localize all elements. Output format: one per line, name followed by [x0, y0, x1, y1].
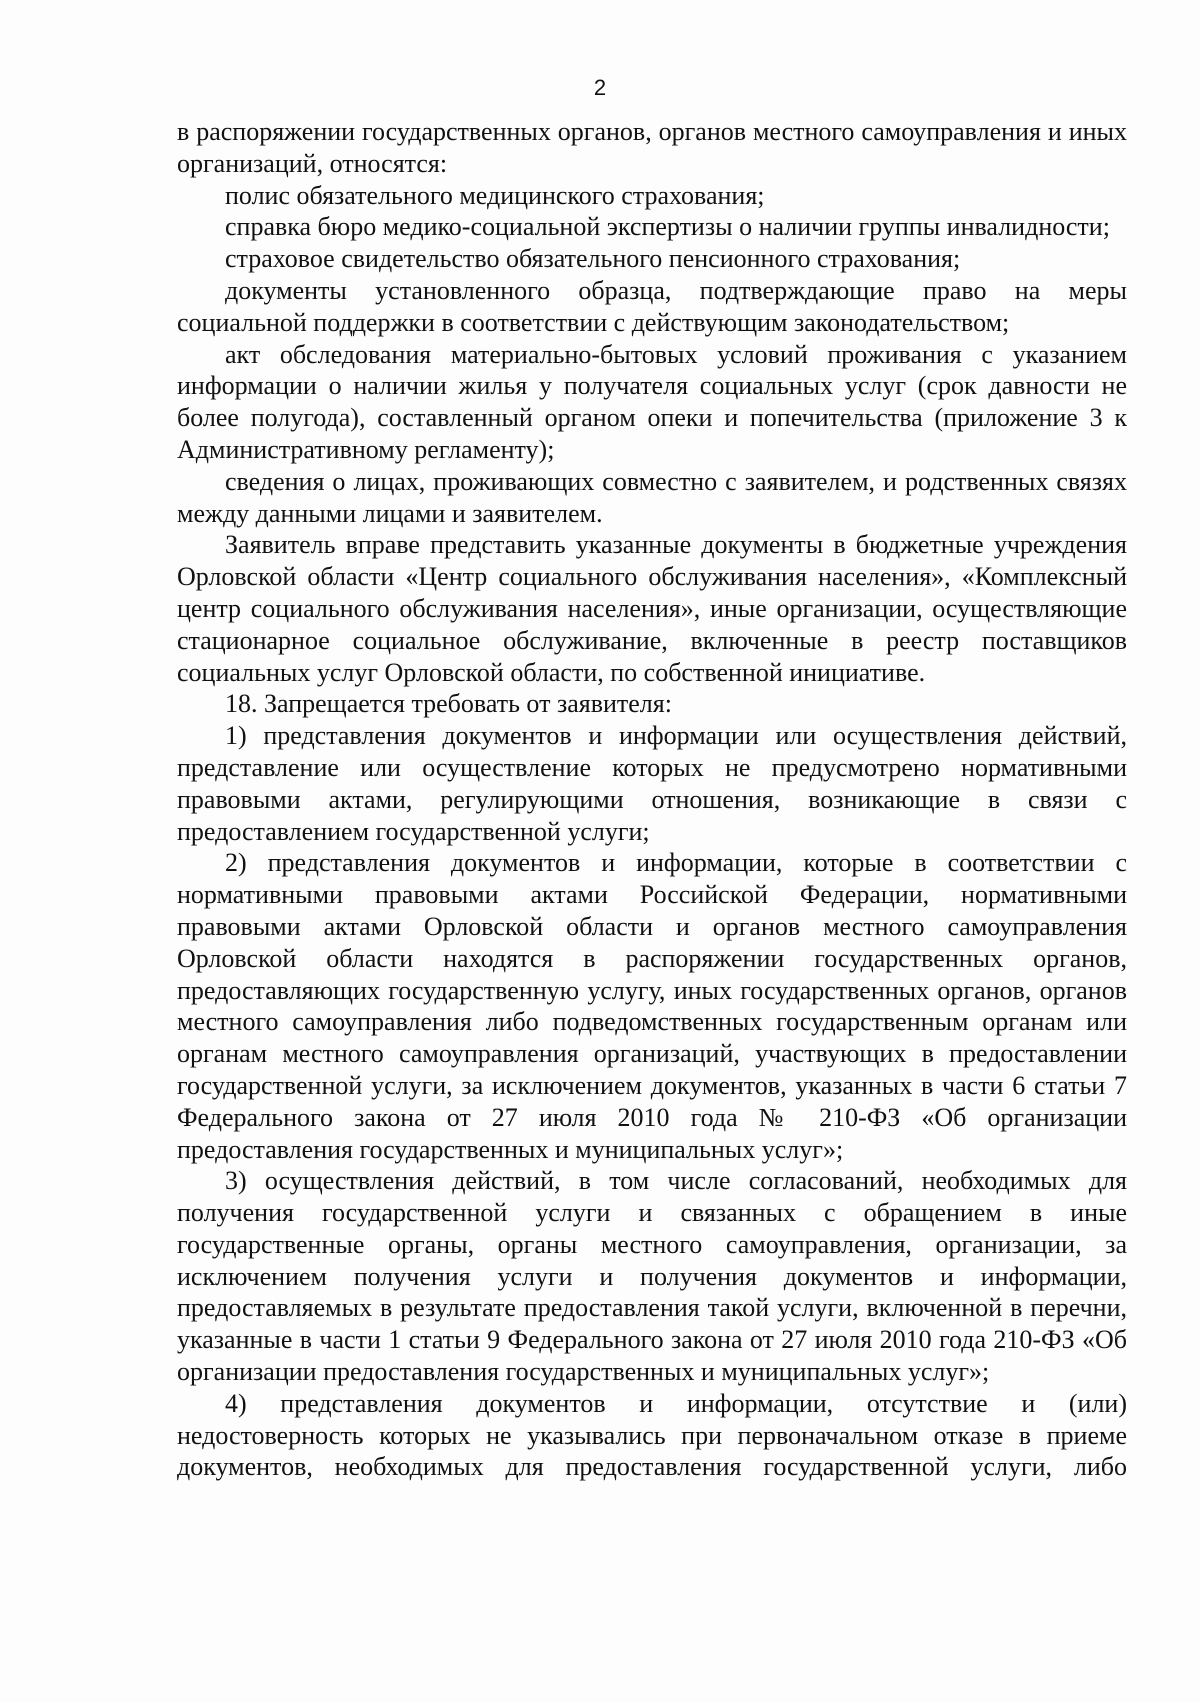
paragraph: 3) осуществления действий, в том числе согласований, необходимых для получения государственной услуги и связанных с обращением в иные государственные органы, органы местного самоуправления, организации, за исключением получения услуги и получения документов и информации, предоставляемых в результате предоставления такой услуги, включенной в перечни, указанные в части 1 статьи 9 Федерального закона от 27 июля 2010 года 210-ФЗ «Об организации предоставления государственных и муниципальных услуг»; — [177, 1166, 1127, 1387]
paragraph: Заявитель вправе представить указанные документы в бюджетные учреждения Орловской области «Центр социального обслуживания населения», «Комплексный центр социального обслуживания населения», иные организации, осуществляющие стационарное социальное обслуживание, включенные в реестр поставщиков социальных услуг Орловской области, по собственной инициативе. — [177, 530, 1127, 687]
page-number: 2 — [593, 75, 607, 100]
paragraph: 1) представления документов и информации или осуществления действий, представление или осуществление которых не предусмотрено нормативными правовыми актами, регулирующими отношения, возникающие в связи с предоставлением государственной услуги; — [177, 721, 1127, 846]
paragraph: в распоряжении государственных органов, органов местного самоуправления и иных организаций, относятся: — [177, 117, 1127, 178]
paragraph: 2) представления документов и информации, которые в соответствии с нормативными правовыми актами Российской Федерации, нормативными правовыми актами Орловской области и органов местного самоуправления Орловской области находятся в распоряжении государственных органов, предоставляющих государственную услугу, иных государственных органов, органов местного самоуправления либо подведомственных государственным органам или органам местного самоуправления организаций, участвующих в предоставлении государственной услуги, за исключением документов, указанных в части 6 статьи 7 Федерального закона от 27 июля 2010 года № 210-ФЗ «Об организации предоставления государственных и муниципальных услуг»; — [177, 848, 1127, 1164]
paragraph: страховое свидетельство обязательного пенсионного страхования; — [225, 244, 961, 274]
paragraph: акт обследования материально-бытовых условий проживания с указанием информации о наличии жилья у получателя социальных услуг (срок давности не более полугода), составленный органом опеки и попечительства (приложение 3 к Административному регламенту); — [177, 339, 1127, 464]
paragraph: документы установленного образца, подтверждающие право на меры социальной поддержки в соответствии с действующим законодательством; — [177, 275, 1127, 337]
paragraph: 4) представления документов и информации, отсутствие и (или) недостоверность которых не указывались при первоначальном отказе в приеме документов, необходимых для предоставления государственной услуги, либо — [177, 1388, 1127, 1482]
document-body — [177, 116, 1127, 1483]
paragraph: полис обязательного медицинского страхования; — [225, 180, 765, 210]
paragraph: 18. Запрещается требовать от заявителя: — [225, 689, 672, 719]
paragraph: справка бюро медико-социальной экспертизы о наличии группы инвалидности; — [225, 212, 1110, 242]
paragraph: сведения о лицах, проживающих совместно с заявителем, и родственных связях между данными лицами и заявителем. — [177, 466, 1127, 528]
